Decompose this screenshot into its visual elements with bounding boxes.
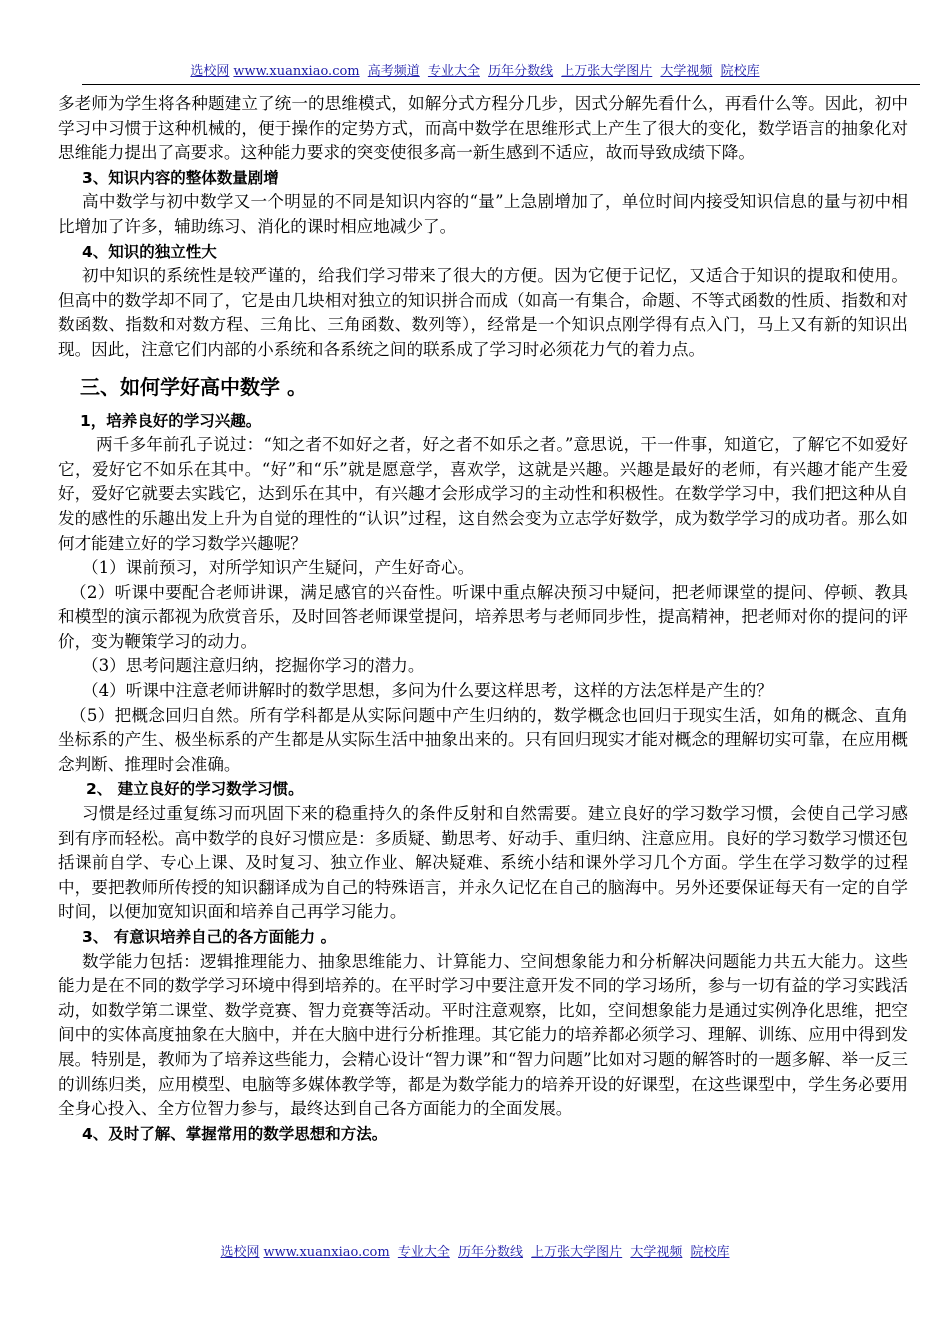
list-item-preview: （1）课前预习，对所学知识产生疑问，产生好奇心。 [82, 558, 475, 578]
header-divider [82, 84, 920, 85]
nav-link-site-url[interactable]: www.xuanxiao.com [233, 64, 360, 79]
nav-link-photos[interactable]: 上万张大学图片 [561, 64, 653, 79]
nav-link-majors[interactable]: 专业大全 [427, 64, 480, 79]
nav-link-gaokao[interactable]: 高考频道 [367, 64, 420, 79]
footer-link-scores[interactable]: 历年分数线 [458, 1245, 524, 1260]
footer-nav [0, 1245, 950, 1261]
list-item-listening: （2）听课中要配合老师讲课，满足感官的兴奋性。听课中重点解决预习中疑问，把老师课堂的提问、停顿、教具和模型的演示都视为欣赏音乐，及时回答老师课堂提问，培养思考与老师同步性，提高精神，把老师对你的提问的评价，变为鞭策学习的动力。 [58, 582, 908, 651]
footer-link-schools[interactable]: 院校库 [690, 1245, 730, 1260]
nav-link-schools[interactable]: 院校库 [720, 64, 760, 79]
footer-link-xuanxiao[interactable]: 选校网 [220, 1245, 260, 1260]
list-item-induction: （3）思考问题注意归纳，挖掘你学习的潜力。 [82, 656, 425, 676]
nav-link-scores[interactable]: 历年分数线 [488, 64, 554, 79]
heading-methods: 4、及时了解、掌握常用的数学思想和方法。 [82, 1124, 388, 1143]
list-item-concepts: （5）把概念回归自然。所有学科都是从实际问题中产生归纳的，数学概念也回归于现实生活，如角的概念、直角坐标系的产生、极坐标系的产生都是从实际生活中抽象出来的。只有回归现实才能对概念的理解切实可靠，在应用概念判断、推理时会准确。 [58, 705, 908, 774]
paragraph-abilities: 数学能力包括：逻辑推理能力、抽象思维能力、计算能力、空间想象能力和分析解决问题能力共五大能力。这些能力是在不同的数学学习环境中得到培养的。在平时学习中要注意开发不同的学习场所，参与一切有益的学习实践活动，如数学第二课堂、数学竞赛、智力竞赛等活动。平时注意观察，比如，空间想象能力是通过实例净化思维，把空间中的实体高度抽象在大脑中，并在大脑中进行分析推理。其它能力的培养都必须学习、理解、训练、应用中得到发展。特别是，教师为了培养这些能力，会精心设计“智力课”和“智力问题”比如对习题的解答时的一题多解、举一反三的训练归类，应用模型、电脑等多媒体教学等，都是为数学能力的培养开设的好课型，在这些课型中，学生务必要用全身心投入、全方位智力参与，最终达到自己各方面能力的全面发展。 [58, 951, 908, 1119]
footer-link-site-url[interactable]: www.xuanxiao.com [263, 1245, 390, 1260]
paragraph-thinking-mode: 多老师为学生将各种题建立了统一的思维模式，如解分式方程分几步，因式分解先看什么，再看什么等。因此，初中学习中习惯于这种机械的，便于操作的定势方式，而高中数学在思维形式上产生了很大的变化，数学语言的抽象化对思维能力提出了高要求。这种能力要求的突变使很多高一新生感到不适应，故而导致成绩下降。 [58, 94, 908, 163]
paragraph-knowledge-volume: 高中数学与初中数学又一个明显的不同是知识内容的“量”上急剧增加了，单位时间内接受知识信息的量与初中相比增加了许多，辅助练习、消化的课时相应地减少了。 [58, 192, 908, 236]
list-item-math-thought: （4）听课中注意老师讲解时的数学思想，多问为什么要这样思考，这样的方法怎样是产生的？ [82, 681, 773, 701]
heading-interest: 1，培养良好的学习兴趣。 [80, 411, 262, 430]
heading-habits: 2、 建立良好的学习数学习惯。 [86, 780, 304, 799]
heading-knowledge-volume: 3、知识内容的整体数量剧增 [82, 168, 279, 187]
heading-knowledge-independence: 4、知识的独立性大 [82, 242, 217, 261]
document-body [58, 92, 908, 1146]
nav-link-xuanxiao[interactable]: 选校网 [190, 64, 230, 79]
footer-link-photos[interactable]: 上万张大学图片 [531, 1245, 623, 1260]
paragraph-interest: 两千多年前孔子说过：“知之者不如好之者，好之者不如乐之者。”意思说，干一件事，知道它，了解它不如爱好它，爱好它不如乐在其中。“好”和“乐”就是愿意学，喜欢学，这就是兴趣。兴趣是最好的老师，有兴趣才能产生爱好，爱好它就要去实践它，达到乐在其中，有兴趣才会形成学习的主动性和积极性。在数学学习中，我们把这种从自发的感性的乐趣出发上升为自觉的理性的“认识”过程，这自然会变为立志学好数学，成为数学学习的成功者。那么如何才能建立好的学习数学兴趣呢？ [58, 435, 908, 553]
section-heading-how-to-learn: 三、如何学好高中数学 。 [80, 374, 307, 399]
header-nav [0, 64, 950, 80]
heading-abilities: 3、 有意识培养自己的各方面能力 。 [82, 928, 337, 946]
nav-link-videos[interactable]: 大学视频 [660, 64, 713, 79]
paragraph-knowledge-independence: 初中知识的系统性是较严谨的，给我们学习带来了很大的方便。因为它便于记忆，又适合于知识的提取和使用。但高中的数学却不同了，它是由几块相对独立的知识拼合而成（如高一有集合，命题、不等式函数的性质、指数和对数函数、指数和对数方程、三角比、三角函数、数列等），经常是一个知识点刚学得有点入门，马上又有新的知识出现。因此，注意它们内部的小系统和各系统之间的联系成了学习时必须花力气的着力点。 [58, 266, 908, 359]
paragraph-habits: 习惯是经过重复练习而巩固下来的稳重持久的条件反射和自然需要。建立良好的学习数学习惯，会使自己学习感到有序而轻松。高中数学的良好习惯应是：多质疑、勤思考、好动手、重归纳、注意应用。良好的学习数学习惯还包括课前自学、专心上课、及时复习、独立作业、解决疑难、系统小结和课外学习几个方面。学生在学习数学的过程中，要把教师所传授的知识翻译成为自己的特殊语言，并永久记忆在自己的脑海中。另外还要保证每天有一定的自学时间，以便加宽知识面和培养自己再学习能力。 [58, 804, 908, 922]
footer-link-majors[interactable]: 专业大全 [397, 1245, 450, 1260]
footer-link-videos[interactable]: 大学视频 [630, 1245, 683, 1260]
